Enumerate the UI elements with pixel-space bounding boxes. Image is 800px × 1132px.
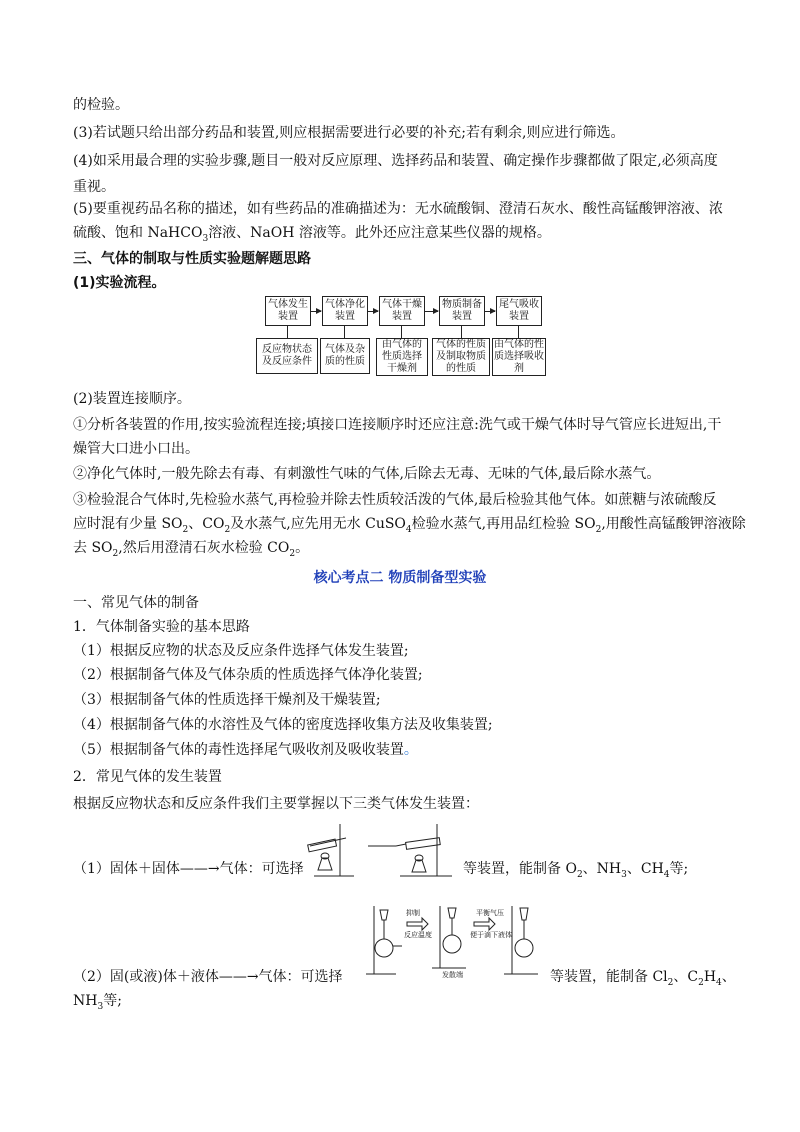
flow-bottom-4: 气体的性质及制取物质的性质	[432, 338, 490, 376]
paragraph-continuation: 的检验。	[73, 97, 129, 113]
flow-connector-5	[518, 326, 519, 338]
solid-solid-line: （1）固体＋固体——→气体：可选择	[73, 861, 304, 877]
flow-arrow-3	[425, 311, 438, 312]
list-item-1: （1）根据反应物的状态及反应条件选择气体发生装置;	[73, 643, 409, 659]
subsection-1-heading: 1．气体制备实验的基本思路	[73, 619, 250, 635]
solid-liquid-gases: 等装置，能制备 $Cl_2$、$C_2H_4$、	[550, 969, 736, 988]
flow-arrow-2	[368, 311, 378, 312]
flow-top-5: 尾气吸收装置	[496, 296, 542, 326]
flow-connector-1	[287, 326, 288, 338]
solid-solid-apparatus-image	[300, 820, 460, 880]
flow-bottom-3: 由气体的性质选择干燥剂	[376, 338, 428, 376]
sub-heading-flow: (1)实验流程。	[73, 275, 166, 291]
apparatus-label-3: 发散端	[442, 971, 463, 979]
flow-top-1: 气体发生装置	[265, 296, 311, 326]
apparatus-label-4: 平衡气压	[476, 909, 504, 917]
generator-intro: 根据反应物状态和反应条件我们主要掌握以下三类气体发生装置：	[73, 796, 479, 812]
list-item-3: （3）根据制备气体的性质选择干燥剂及干燥装置;	[73, 692, 381, 708]
list-item-4: （4）根据制备气体的水溶性及气体的密度选择收集方法及收集装置;	[73, 717, 493, 733]
point-2: ②净化气体时,一般先除去有毒、有刺激性气味的气体,后除去无毒、无味的气体,最后除水蒸气。	[73, 466, 661, 482]
paragraph-5-line2: 硫酸、饱和 NaHCO$_3$溶液、NaOH 溶液等。此外还应注意某些仪器的规格。	[73, 225, 551, 244]
section-3-heading: 三、气体的制取与性质实验题解题思路	[73, 251, 311, 267]
solid-liquid-apparatus-image	[362, 900, 548, 980]
point-3-line2: 应时混有少量 $SO_2$、$CO_2$及水蒸气,应先用无水 CuSO$_4$检验水蒸气,再用品红检验 $SO_2$,用酸性高锰酸钾溶液除	[73, 516, 746, 535]
flow-connector-2	[344, 326, 345, 338]
flow-bottom-2: 气体及杂质的性质	[320, 338, 370, 374]
flow-connector-3	[401, 326, 402, 338]
paragraph-5-line1: (5)要重视药品名称的描述，如有些药品的准确描述为：无水硫酸铜、澄清石灰水、酸性高锰酸钾溶液、浓	[73, 201, 723, 217]
flow-top-3: 气体干燥装置	[379, 296, 425, 326]
point-1-line1: ①分析各装置的作用,按实验流程连接;填接口连接顺序时还应注意:洗气或干燥气体时导气管应长进短出,干	[73, 417, 722, 433]
heating-apparatus-icon	[300, 820, 460, 880]
point-3-line1: ③检验混合气体时,先检验水蒸气,再检验并除去性质较活泼的气体,最后检验其他气体。如蔗糖与浓硫酸反	[73, 492, 717, 508]
flow-bottom-1: 反应物状态及反应条件	[256, 338, 318, 374]
sub-heading-connection: (2)装置连接顺序。	[73, 391, 191, 407]
paragraph-3: (3)若试题只给出部分药品和装置,则应根据需要进行必要的补充;若有剩余,则应进行筛选。	[73, 125, 625, 141]
core-topic-heading: 核心考点二 物质制备型实验	[313, 570, 487, 586]
apparatus-label-1: 抑制	[406, 909, 420, 917]
flow-bottom-5: 由气体的性质选择吸收剂	[494, 339, 544, 374]
liquid-apparatus-icon	[362, 900, 548, 980]
paragraph-4-line1: (4)如采用最合理的实验步骤,题目一般对反应原理、选择药品和装置、确定操作步骤都做了限定,必须高度	[73, 153, 718, 169]
apparatus-label-2: 反应温度	[404, 931, 432, 939]
flow-arrow-1	[311, 311, 321, 312]
point-3-line3: 去 $SO_2$,然后用澄清石灰水检验 $CO_2$。	[73, 540, 310, 559]
flow-top-4: 物质制备装置	[439, 296, 485, 326]
flow-connector-4	[461, 326, 462, 338]
solid-solid-gases: 等装置，能制备 $O_2$、$NH_3$、$CH_4$等;	[463, 861, 689, 880]
solid-liquid-line: （2）固(或液)体＋液体——→气体：可选择	[73, 969, 343, 985]
apparatus-label-5: 便于滴下液体	[470, 931, 512, 939]
list-item-5: （5）根据制备气体的毒性选择尾气吸收剂及吸收装置。	[73, 742, 418, 758]
flow-top-2: 气体净化装置	[322, 296, 368, 326]
subsection-2-heading: 2．常见气体的发生装置	[73, 769, 222, 785]
flow-arrow-4	[485, 311, 495, 312]
list-item-2: （2）根据制备气体及气体杂质的性质选择气体净化装置;	[73, 667, 423, 683]
solid-liquid-gases-cont: $NH_3$等;	[73, 993, 122, 1012]
paragraph-4-line2: 重视。	[73, 179, 115, 195]
point-1-line2: 燥管大口进小口出。	[73, 441, 199, 457]
section-1-heading: 一、常见气体的制备	[73, 595, 199, 611]
